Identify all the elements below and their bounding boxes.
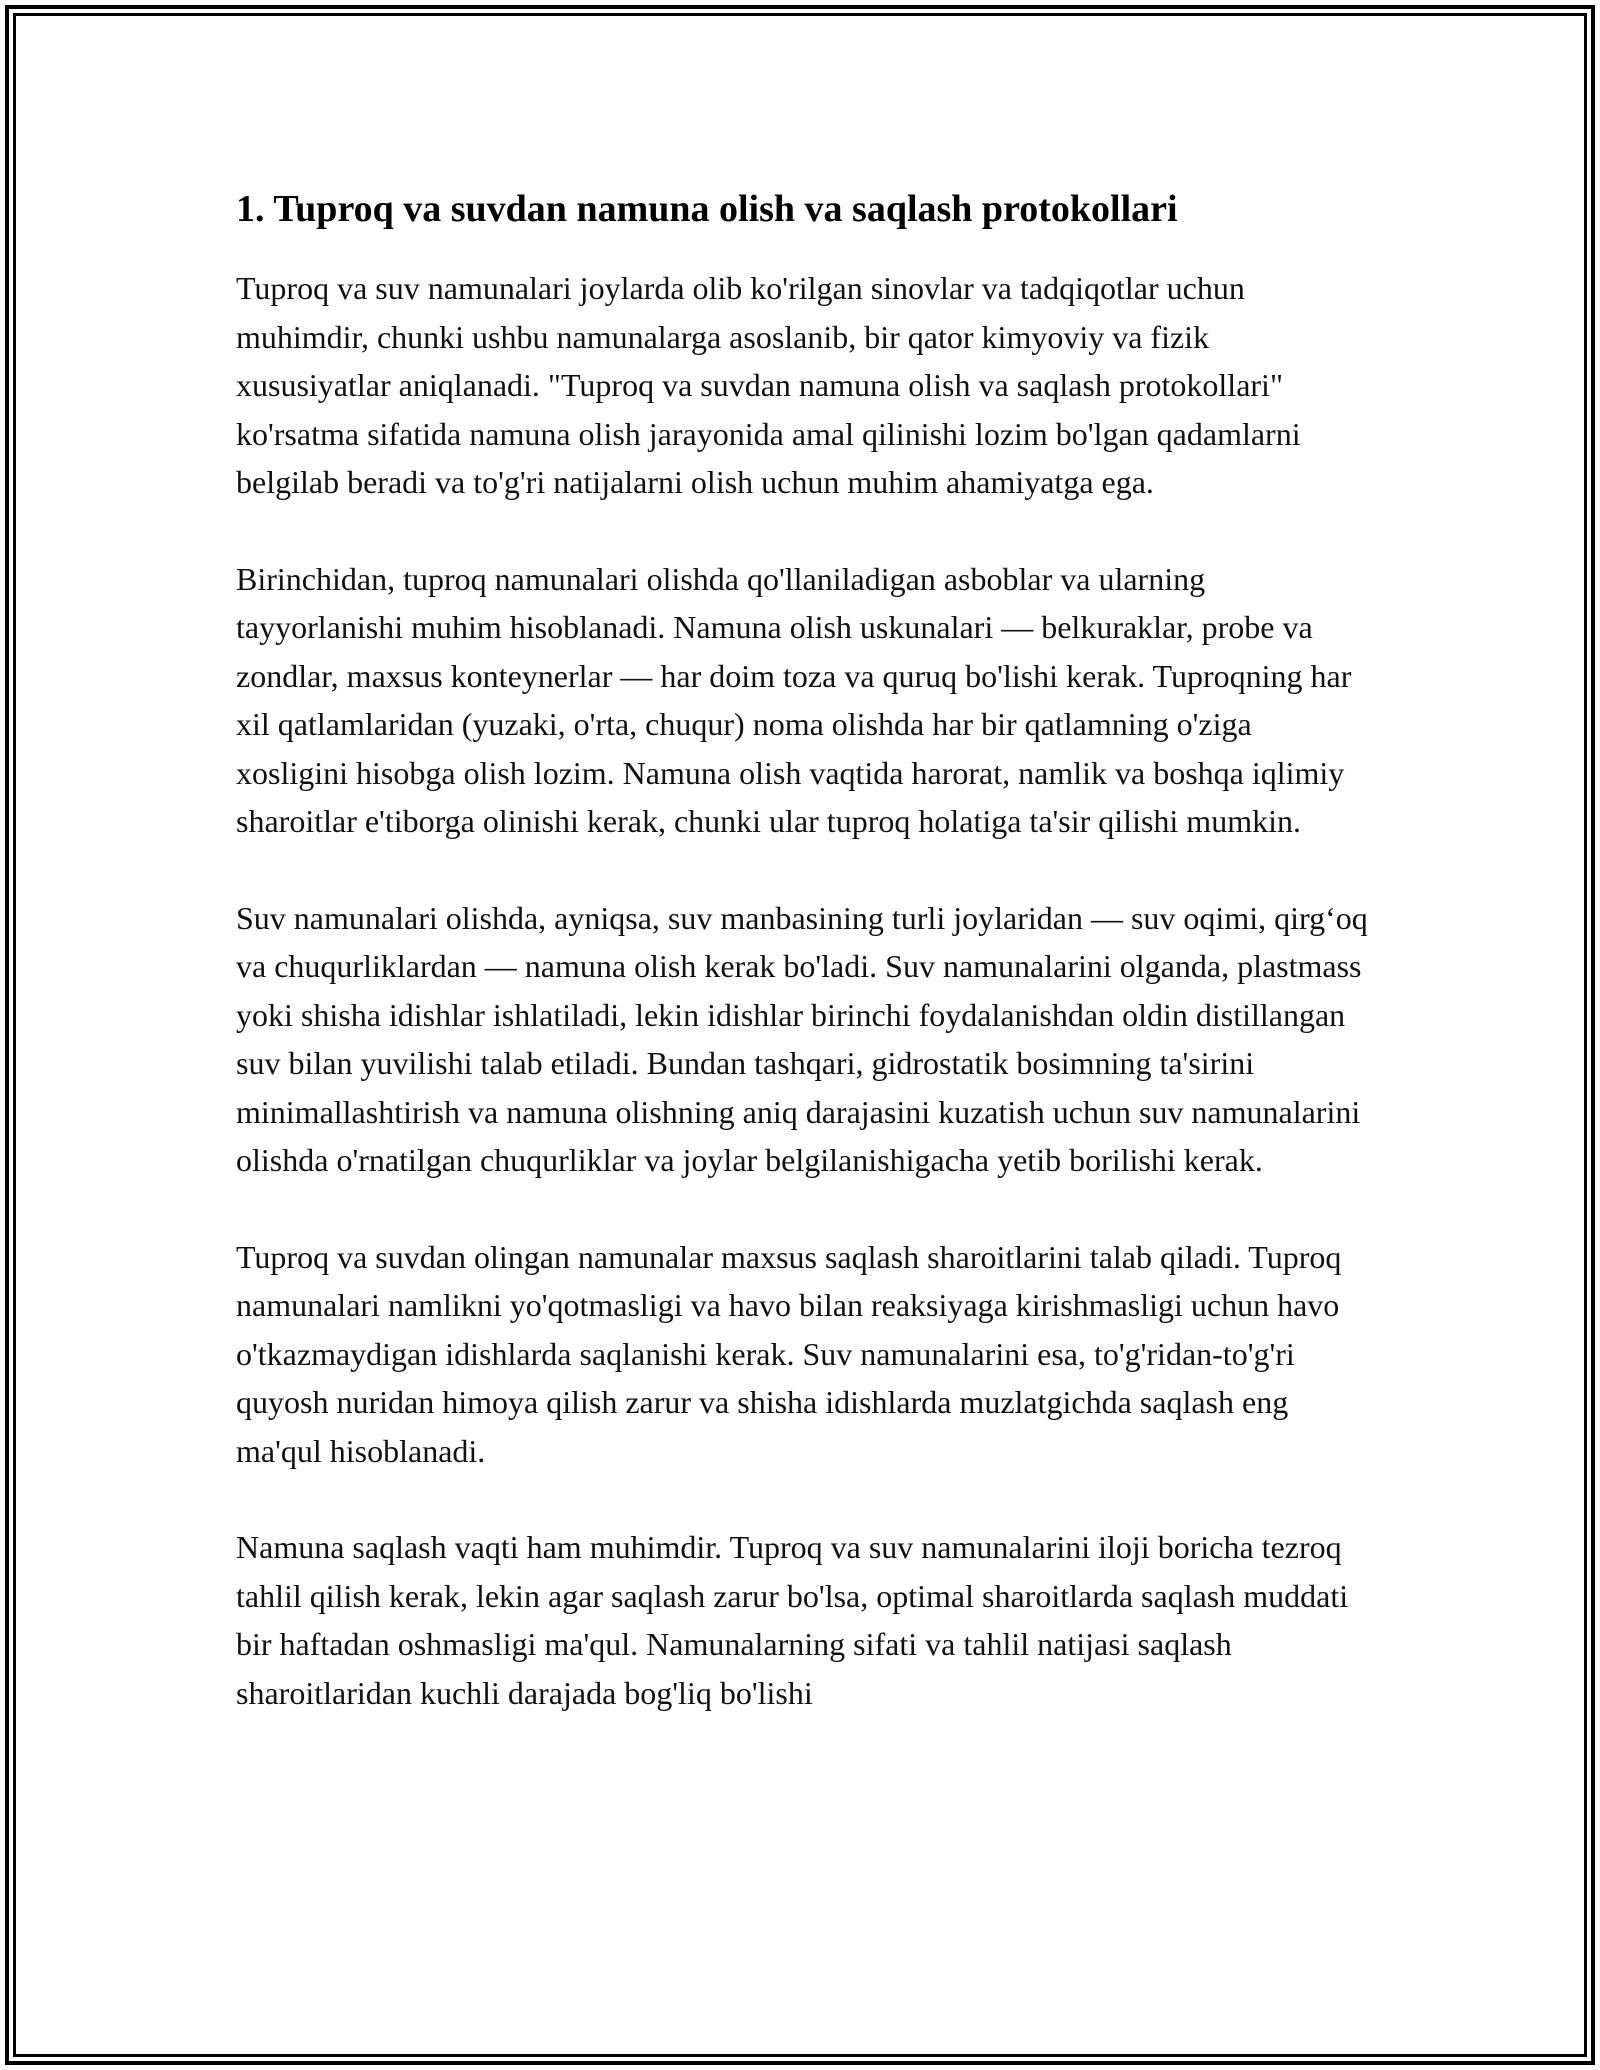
paragraph-storage-conditions: Tuproq va suvdan olingan namunalar maxsus saqlash sharoitlarini talab qiladi. Tuproq namunalari namlikni yo'qotmasligi va havo bilan reaksiyaga kirishmasligi uchun havo o'tkazmaydigan idishlarda saqlanishi kerak. Suv namunalarini esa, to'g'ridan-to'g'ri quyosh nuridan himoya qilish zarur va shisha idishlarda muzlatgichda saqlash eng ma'qul hisoblanadi.	[236, 1238, 1342, 1469]
section-title: 1. Tuproq va suvdan namuna olish va saqlash protokollari	[236, 188, 1178, 230]
paragraph-introduction: Tuproq va suv namunalari joylarda olib ko'rilgan sinovlar va tadqiqotlar uchun muhimdir, chunki ushbu namunalarga asoslanib, bir qator kimyoviy va fizik xususiyatlar aniqlanadi. "Tuproq va suvdan namuna olish va saqlash protokollari" ko'rsatma sifatida namuna olish jarayonida amal qilinishi lozim bo'lgan qadamlarni belgilab beradi va to'g'ri natijalarni olish uchun muhim ahamiyatga ega.	[236, 270, 1301, 501]
document-content	[236, 185, 1368, 1717]
paragraph-water-sampling: Suv namunalari olishda, ayniqsa, suv manbasining turli joylaridan — suv oqimi, qirg‘oq va chuqurliklardan — namuna olish kerak bo'ladi. Suv namunalarini olganda, plastmass yoki shisha idishlar ishlatiladi, lekin idishlar birinchi foydalanishdan oldin distillangan suv bilan yuvilishi talab etiladi. Bundan tashqari, gidrostatik bosimning ta'sirini minimallashtirish va namuna olishning aniq darajasini kuzatish uchun suv namunalarini olishda o'rnatilgan chuqurliklar va joylar belgilanishigacha yetib borilishi kerak.	[236, 899, 1368, 1179]
paragraph-soil-sampling: Birinchidan, tuproq namunalari olishda qo'llaniladigan asboblar va ularning tayyorlanishi muhim hisoblanadi. Namuna olish uskunalari — belkuraklar, probe va zondlar, maxsus konteynerlar — har doim toza va quruq bo'lishi kerak. Tuproqning har xil qatlamlaridan (yuzaki, o'rta, chuqur) noma olishda har bir qatlamning o'ziga xosligini hisobga olish lozim. Namuna olish vaqtida harorat, namlik va boshqa iqlimiy sharoitlar e'tiborga olinishi kerak, chunki ular tuproq holatiga ta'sir qilishi mumkin.	[236, 560, 1352, 840]
paragraph-storage-time: Namuna saqlash vaqti ham muhimdir. Tuproq va suv namunalarini iloji boricha tezroq tahlil qilish kerak, lekin agar saqlash zarur bo'lsa, optimal sharoitlarda saqlash muddati bir haftadan oshmasligi ma'qul. Namunalarning sifati va tahlil natijasi saqlash sharoitlaridan kuchli darajada bog'liq bo'lishi	[236, 1529, 1349, 1711]
